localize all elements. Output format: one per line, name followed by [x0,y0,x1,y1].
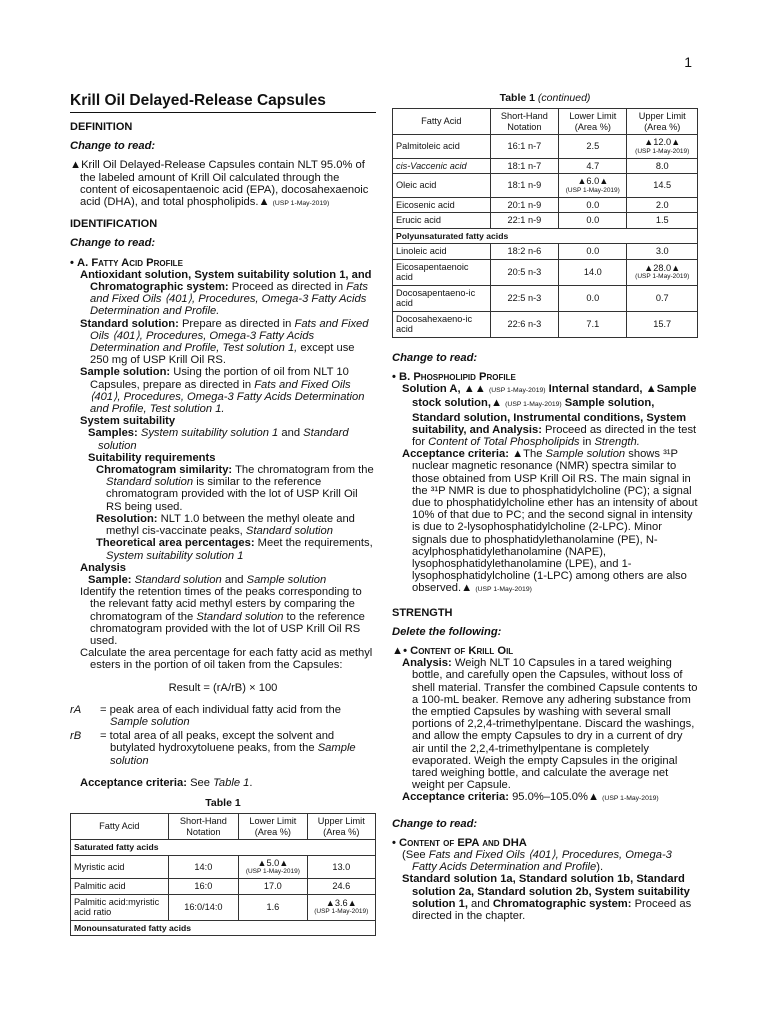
krill-oil-content-title: ▲• Content of Krill Oil [392,644,514,657]
change-to-read: Change to read: [70,237,156,250]
right-column [392,92,698,922]
identify-text: Identify the retention times of the peaks corresponding to the relevant fatty acid methyl esters by comparing the chromatogram of the Standard solution to the reference chromatogram provided with the lot of USP Krill Oil RS used. [80,586,365,647]
table-header: Fatty Acid [71,814,169,840]
table-group: Monounsaturated fatty acids [71,920,376,936]
suitability-requirements: Suitability requirements [88,451,216,464]
antioxidant-solution: Antioxidant solution, System suitability solution 1, and Chromatographic system: Proceed as directed in Fats and Fixed Oils ⟨401⟩, Procedures, Omega-3 Fatty Acids Determination and Profile. [80,268,372,318]
table-header: Upper Limit (Area %) [627,109,698,135]
epa-dha-title: • Content of EPA and DHA [392,836,527,849]
analysis-sample: Sample: Standard solution and Sample solution [88,573,327,586]
table-caption-continued: Table 1 (continued) [499,92,591,104]
sample-solution: Sample solution: Using the portion of oil from NLT 10 Capsules, prepare as directed in Fats and Fixed Oils ⟨401⟩, Procedures, Omega-3 Fatty Acids Determination and Profile, Test solution 1. [80,366,365,416]
krill-oil-analysis: Analysis: Weigh NLT 10 Capsules in a tared weighing bottle, and carefully open the Capsules, without loss of shell material. Transfer the combined Capsule contents to a 100-mL beaker. Remove any adhering substance from the emptied Capsules by washing with several small portions of 2,2,4-trimethylpentane. Discard the washings, and allow the empty Capsules to dry in a current of dry air until the 2,2,4-trimethylpentane is completely evaporated. Weigh the empty Capsules in the original tared weighing bottle, and calculate the average net weight per Capsule. [402,657,698,792]
table-row: Palmitic acid 16:0 17.0 24.6 [71,879,376,895]
left-column [70,92,376,936]
page-number: 1 [684,54,692,70]
change-to-read: Change to read: [392,817,478,830]
change-to-read: Change to read: [70,140,156,153]
resolution: Resolution: NLT 1.0 between the methyl oleate and methyl cis-vaccinate peaks, Standard solution [96,512,355,538]
phospholipid-profile-title: • B. Phospholipid Profile [392,370,516,383]
definition-text: ▲Krill Oil Delayed-Release Capsules contain NLT 95.0% of the labeled amount of Krill Oil calculated through the content of eicosapentaenoic acid (EPA), docosahexaenoic acid (DHA), and total phospholipids.▲ (USP 1-May-2019) [70,159,369,209]
table-header: Upper Limit (Area %) [307,814,375,840]
epa-dha-see: (See Fats and Fixed Oils ⟨401⟩, Procedures, Omega-3 Fatty Acids Determination and Profile). [402,849,672,874]
result-formula: Result = (rA/rB) × 100 [168,681,278,694]
table-header: Short-Hand Notation [490,109,559,135]
acceptance-criteria: Acceptance criteria: See Table 1. [80,776,253,789]
definition-ra: rA = peak area of each individual fatty acid from the Sample solution [70,703,341,728]
standard-solution: Standard solution: Prepare as directed in Fats and Fixed Oils ⟨401⟩, Procedures, Omega-3 Fatty Acids Determination and Profile, Test solution 1, except use 250 mg of USP Krill Oil RS. [80,317,369,367]
table-row: Linoleic acid 18:2 n-6 0.0 3.0 [393,244,698,260]
monograph-title: Krill Oil Delayed-Release Capsules [70,92,376,113]
krill-oil-acceptance: Acceptance criteria: 95.0%–105.0%▲ (USP 1-May-2019) [402,791,659,804]
analysis: Analysis [80,561,127,574]
table-group: Polyunsaturated fatty acids [393,228,698,244]
calculate-text: Calculate the area percentage for each fatty acid as methyl esters in the portion of oil taken from the Capsules: [80,647,373,672]
change-to-read: Change to read: [392,351,478,364]
fatty-acid-table [70,813,376,936]
delete-following: Delete the following: [392,625,502,638]
table-caption: Table 1 [205,796,241,809]
table-row: Erucic acid 22:1 n-9 0.0 1.5 [393,213,698,229]
table-row: Myristic acid 14:0 ▲5.0▲ (USP 1-May-2019) 13.0 [71,855,376,879]
table-row: Oleic acid 18:1 n-9 ▲6.0▲ (USP 1-May-2019) 14.5 [393,174,698,198]
system-suitability: System suitability [80,415,176,428]
theoretical-area: Theoretical area percentages: Meet the requirements, System suitability solution 1 [96,537,373,562]
identification-heading: IDENTIFICATION [70,218,158,231]
epa-dha-standards: Standard solution 1a, Standard solution 1b, Standard solution 2a, Standard solution 2b, System suitability solution 1, and Chromatographic system: Proceed as directed in the chapter. [402,873,692,923]
chromatogram-similarity: Chromatogram similarity: The chromatogram from the Standard solution is similar to the reference chromatogram provided with the lot of USP Krill Oil RS being used. [96,464,374,513]
definition-rb: rB = total area of all peaks, except the solvent and butylated hydroxytoluene peaks, from the Sample solution [70,730,356,767]
table-row: Docosahexaeno-ic acid 22:6 n-3 7.1 15.7 [393,311,698,337]
table-row: cis-Vaccenic acid 18:1 n-7 4.7 8.0 [393,158,698,174]
table-row: Palmitoleic acid 16:1 n-7 2.5 ▲12.0▲ (USP 1-May-2019) [393,135,698,159]
definition-heading: DEFINITION [70,121,133,133]
phospholipid-acceptance: Acceptance criteria: ▲The Sample solution shows ³¹P nuclear magnetic resonance (NMR) spectra similar to those obtained from USP Krill Oil RS. The main signal in the ³¹P NMR is due to phosphatidylcholine (PC); a signal due to phosphatidylcholine ether has an intensity of about 10% of that due to PC; and the second signal in intensity is due to 2-lysophosphatidylcholine (2-LPC). Minor signals due to phosphatidylethanolamine (PE), N-acylphosphatidylethanolamine (NAPE), lysophosphatidylethanolamine (LPE), and 1-lysophosphatidylcholine (1-LPC) among others are also observed.▲ (USP 1-May-2019) [402,448,698,595]
samples: Samples: System suitability solution 1 and Standard solution [88,427,349,452]
table-header: Lower Limit (Area %) [239,814,307,840]
table-row: Eicosenic acid 20:1 n-9 0.0 2.0 [393,197,698,213]
table-row: Palmitic acid:myristic acid ratio 16:0/14:0 1.6 ▲3.6▲ (USP 1-May-2019) [71,894,376,920]
table-group: Saturated fatty acids [71,840,376,856]
table-row: Eicosapentaenoic acid 20:5 n-3 14.0 ▲28.0▲ (USP 1-May-2019) [393,259,698,285]
table-header: Lower Limit (Area %) [559,109,627,135]
fatty-acid-profile-title: • A. Fatty Acid Profile [70,256,183,269]
strength-heading: STRENGTH [392,606,453,619]
fatty-acid-table-continued [392,108,698,338]
table-header: Fatty Acid [393,109,491,135]
phospholipid-solutions: Solution A, ▲▲ (USP 1-May-2019) Internal standard, ▲Sample stock solution,▲ (USP 1-May-2019) Sample solution, Standard solution, Instrumental conditions, System suitability, and Analysis: Proceed as directed in the test for Content of Total Phospholipids in Strength. [402,383,697,448]
table-row: Docosapentaeno-ic acid 22:5 n-3 0.0 0.7 [393,285,698,311]
table-header: Short-Hand Notation [168,814,239,840]
